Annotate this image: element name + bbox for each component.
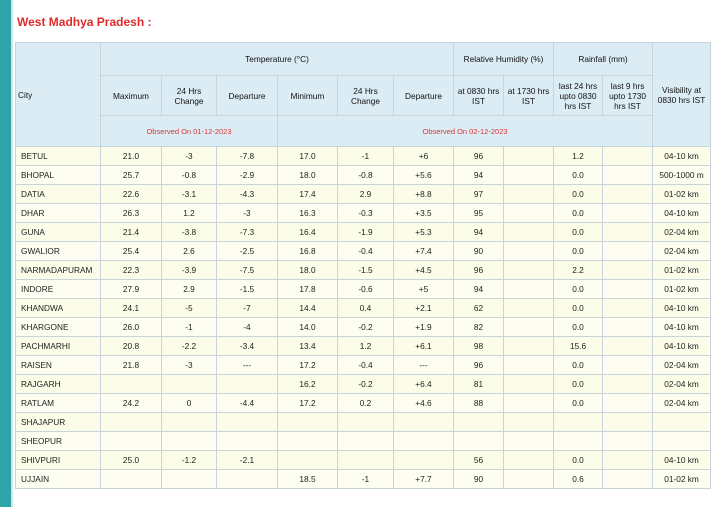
cell-maximum: 24.1 [101,299,162,318]
cell-minimum: 16.4 [278,223,338,242]
cell-visibility: 02-04 km [653,394,711,413]
cell-min-change: 1.2 [338,337,394,356]
cell-rh-1730 [504,413,554,432]
cell-rh-1730 [504,356,554,375]
cell-rain-9hrs [603,337,653,356]
cell-min-departure: --- [394,356,454,375]
cell-city: BHOPAL [16,166,101,185]
cell-max-departure: -7 [217,299,278,318]
cell-visibility: 01-02 km [653,470,711,489]
cell-rh-1730 [504,394,554,413]
cell-minimum: 16.8 [278,242,338,261]
cell-rain-24hrs: 0.0 [554,451,603,470]
cell-rain-9hrs [603,394,653,413]
cell-min-departure: +5.3 [394,223,454,242]
table-row [16,470,711,489]
cell-rh-0830 [454,413,504,432]
table-row [16,375,711,394]
cell-minimum: 18.5 [278,470,338,489]
cell-city: KHARGONE [16,318,101,337]
cell-max-departure: -3 [217,204,278,223]
cell-maximum: 21.8 [101,356,162,375]
cell-rh-1730 [504,261,554,280]
cell-minimum [278,413,338,432]
cell-maximum: 25.7 [101,166,162,185]
cell-maximum: 27.9 [101,280,162,299]
observed-date-max: Observed On 01-12-2023 [101,116,278,147]
cell-rh-0830: 94 [454,280,504,299]
cell-visibility: 04-10 km [653,204,711,223]
cell-rain-9hrs [603,356,653,375]
cell-min-departure: +2.1 [394,299,454,318]
table-row [16,242,711,261]
cell-maximum [101,413,162,432]
cell-visibility: 04-10 km [653,337,711,356]
cell-rain-9hrs [603,432,653,451]
cell-city: GUNA [16,223,101,242]
table-row [16,299,711,318]
cell-min-departure: +5 [394,280,454,299]
cell-rh-1730 [504,337,554,356]
cell-rh-0830: 62 [454,299,504,318]
cell-rain-9hrs [603,451,653,470]
cell-rh-1730 [504,166,554,185]
cell-rain-9hrs [603,318,653,337]
region-title: West Madhya Pradesh : [17,15,152,29]
cell-max-departure: -4.4 [217,394,278,413]
cell-rain-24hrs: 0.0 [554,318,603,337]
weather-table [15,42,711,489]
cell-min-departure [394,451,454,470]
header-temperature: Temperature (°C) [101,43,454,76]
cell-rh-0830: 56 [454,451,504,470]
cell-rh-1730 [504,299,554,318]
cell-max-departure: -4.3 [217,185,278,204]
cell-maximum: 25.4 [101,242,162,261]
cell-city: SHEOPUR [16,432,101,451]
cell-max-change: -3 [162,147,217,166]
cell-min-departure: +3.5 [394,204,454,223]
cell-city: RATLAM [16,394,101,413]
cell-visibility: 04-10 km [653,147,711,166]
cell-maximum: 24.2 [101,394,162,413]
cell-visibility: 04-10 km [653,318,711,337]
header-rain-24hrs: last 24 hrs upto 0830 hrs IST [554,76,603,116]
cell-max-departure: -7.3 [217,223,278,242]
cell-min-change: -0.4 [338,242,394,261]
cell-rh-0830: 88 [454,394,504,413]
cell-rain-9hrs [603,375,653,394]
cell-min-change [338,413,394,432]
cell-maximum: 20.8 [101,337,162,356]
cell-rain-24hrs [554,413,603,432]
cell-max-change [162,470,217,489]
cell-visibility: 02-04 km [653,356,711,375]
cell-maximum [101,432,162,451]
header-city: City [16,43,101,147]
cell-min-change: 0.4 [338,299,394,318]
cell-city: GWALIOR [16,242,101,261]
cell-max-change [162,413,217,432]
cell-max-change: -2.2 [162,337,217,356]
cell-rh-0830: 96 [454,261,504,280]
cell-max-change: 2.9 [162,280,217,299]
cell-min-departure: +1.9 [394,318,454,337]
cell-rh-0830: 94 [454,166,504,185]
cell-city: DATIA [16,185,101,204]
cell-max-departure: -2.5 [217,242,278,261]
cell-rain-9hrs [603,261,653,280]
cell-city: UJJAIN [16,470,101,489]
cell-max-departure: --- [217,356,278,375]
cell-min-departure: +8.8 [394,185,454,204]
cell-min-change: 2.9 [338,185,394,204]
cell-maximum: 26.0 [101,318,162,337]
cell-max-departure [217,413,278,432]
cell-rain-24hrs: 0.0 [554,375,603,394]
cell-max-change: -3.9 [162,261,217,280]
table-row [16,147,711,166]
cell-max-change: -3.8 [162,223,217,242]
cell-min-change: -0.4 [338,356,394,375]
cell-minimum [278,451,338,470]
table-row [16,204,711,223]
cell-rain-9hrs [603,470,653,489]
cell-max-departure: -1.5 [217,280,278,299]
observed-date-min: Observed On 02-12-2023 [278,116,653,147]
cell-rain-24hrs: 0.6 [554,470,603,489]
cell-min-change: -1 [338,470,394,489]
cell-rain-24hrs: 15.6 [554,337,603,356]
cell-max-departure: -4 [217,318,278,337]
cell-rh-0830: 81 [454,375,504,394]
cell-max-change: 0 [162,394,217,413]
cell-max-departure [217,432,278,451]
cell-rh-1730 [504,147,554,166]
cell-max-change: -3.1 [162,185,217,204]
cell-visibility: 01-02 km [653,280,711,299]
cell-minimum: 18.0 [278,166,338,185]
header-visibility: Visibility at 0830 hrs IST [653,43,711,147]
cell-visibility [653,432,711,451]
cell-rain-9hrs [603,280,653,299]
cell-maximum [101,470,162,489]
cell-min-departure: +6.4 [394,375,454,394]
cell-minimum: 17.8 [278,280,338,299]
header-max-departure: Departure [217,76,278,116]
table-row [16,451,711,470]
table-row [16,280,711,299]
cell-min-departure: +7.7 [394,470,454,489]
cell-rain-24hrs: 0.0 [554,299,603,318]
header-min-change: 24 Hrs Change [338,76,394,116]
cell-max-change: -1.2 [162,451,217,470]
cell-max-departure: -7.8 [217,147,278,166]
header-min-departure: Departure [394,76,454,116]
cell-rain-24hrs: 0.0 [554,356,603,375]
cell-rh-1730 [504,185,554,204]
cell-min-departure [394,432,454,451]
table-row [16,223,711,242]
header-minimum: Minimum [278,76,338,116]
table-row [16,318,711,337]
cell-rh-0830: 96 [454,147,504,166]
cell-minimum: 18.0 [278,261,338,280]
cell-max-change: 1.2 [162,204,217,223]
cell-min-departure: +5.6 [394,166,454,185]
cell-rh-0830: 90 [454,242,504,261]
cell-city: INDORE [16,280,101,299]
cell-rh-1730 [504,280,554,299]
cell-city: SHAJAPUR [16,413,101,432]
cell-rain-9hrs [603,223,653,242]
cell-min-change: -1.5 [338,261,394,280]
cell-rh-1730 [504,204,554,223]
header-rainfall: Rainfall (mm) [554,43,653,76]
cell-maximum: 22.3 [101,261,162,280]
cell-rain-9hrs [603,166,653,185]
cell-min-departure [394,413,454,432]
table-row [16,356,711,375]
table-row [16,166,711,185]
cell-rain-24hrs [554,432,603,451]
cell-rain-9hrs [603,204,653,223]
cell-rh-0830: 94 [454,223,504,242]
cell-minimum: 17.2 [278,394,338,413]
cell-rh-1730 [504,432,554,451]
cell-rh-1730 [504,470,554,489]
header-max-change: 24 Hrs Change [162,76,217,116]
header-humidity: Relative Humidity (%) [454,43,554,76]
cell-max-change [162,432,217,451]
cell-maximum [101,375,162,394]
cell-min-departure: +6 [394,147,454,166]
cell-city: DHAR [16,204,101,223]
cell-maximum: 26.3 [101,204,162,223]
cell-min-change: -0.6 [338,280,394,299]
header-maximum: Maximum [101,76,162,116]
cell-rh-0830 [454,432,504,451]
cell-rain-24hrs: 2.2 [554,261,603,280]
cell-min-change: -0.8 [338,166,394,185]
cell-rain-24hrs: 0.0 [554,204,603,223]
cell-max-change: -3 [162,356,217,375]
cell-rain-24hrs: 1.2 [554,147,603,166]
cell-minimum: 17.0 [278,147,338,166]
table-row [16,185,711,204]
cell-visibility: 02-04 km [653,375,711,394]
cell-max-departure: -3.4 [217,337,278,356]
cell-visibility: 04-10 km [653,451,711,470]
cell-max-change: -0.8 [162,166,217,185]
table-row [16,261,711,280]
cell-min-departure: +7.4 [394,242,454,261]
cell-city: KHANDWA [16,299,101,318]
cell-min-change: -0.3 [338,204,394,223]
cell-max-change: -1 [162,318,217,337]
cell-rh-1730 [504,318,554,337]
header-rh-0830: at 0830 hrs IST [454,76,504,116]
cell-maximum: 22.6 [101,185,162,204]
cell-visibility: 02-04 km [653,242,711,261]
cell-city: BETUL [16,147,101,166]
cell-rain-9hrs [603,147,653,166]
cell-min-departure: +4.5 [394,261,454,280]
cell-min-change: -1 [338,147,394,166]
table-row [16,432,711,451]
cell-max-change: 2.6 [162,242,217,261]
cell-rain-9hrs [603,242,653,261]
cell-maximum: 21.4 [101,223,162,242]
cell-max-departure [217,470,278,489]
cell-rain-9hrs [603,413,653,432]
cell-min-change: -0.2 [338,375,394,394]
left-accent-highlight [11,0,13,507]
cell-rain-9hrs [603,185,653,204]
cell-rain-24hrs: 0.0 [554,223,603,242]
cell-rh-0830: 97 [454,185,504,204]
cell-max-departure: -2.1 [217,451,278,470]
cell-rain-24hrs: 0.0 [554,242,603,261]
cell-minimum: 17.4 [278,185,338,204]
cell-rain-24hrs: 0.0 [554,394,603,413]
cell-max-departure [217,375,278,394]
cell-rh-1730 [504,451,554,470]
cell-city: SHIVPURI [16,451,101,470]
cell-max-change [162,375,217,394]
cell-rain-24hrs: 0.0 [554,280,603,299]
cell-visibility: 01-02 km [653,185,711,204]
table-row [16,337,711,356]
cell-city: NARMADAPURAM [16,261,101,280]
cell-min-change: 0.2 [338,394,394,413]
table-row [16,394,711,413]
cell-visibility: 01-02 km [653,261,711,280]
cell-minimum: 14.0 [278,318,338,337]
cell-city: RAISEN [16,356,101,375]
header-rh-1730: at 1730 hrs IST [504,76,554,116]
cell-minimum: 16.3 [278,204,338,223]
cell-rh-0830: 96 [454,356,504,375]
cell-maximum: 21.0 [101,147,162,166]
cell-minimum: 14.4 [278,299,338,318]
cell-min-change: -1.9 [338,223,394,242]
cell-minimum: 16.2 [278,375,338,394]
cell-max-departure: -2.9 [217,166,278,185]
cell-min-change [338,432,394,451]
header-rain-9hrs: last 9 hrs upto 1730 hrs IST [603,76,653,116]
cell-city: PACHMARHI [16,337,101,356]
table-body [16,147,711,489]
cell-visibility: 04-10 km [653,299,711,318]
cell-min-departure: +6.1 [394,337,454,356]
cell-visibility [653,413,711,432]
cell-rain-9hrs [603,299,653,318]
cell-rh-1730 [504,242,554,261]
cell-rh-0830: 98 [454,337,504,356]
cell-min-change [338,451,394,470]
left-accent-strip [0,0,11,507]
cell-rh-0830: 90 [454,470,504,489]
table-row [16,413,711,432]
cell-max-change: -5 [162,299,217,318]
cell-min-departure: +4.6 [394,394,454,413]
cell-maximum: 25.0 [101,451,162,470]
cell-city: RAJGARH [16,375,101,394]
cell-rh-0830: 82 [454,318,504,337]
cell-rh-1730 [504,375,554,394]
cell-visibility: 02-04 km [653,223,711,242]
cell-visibility: 500-1000 m [653,166,711,185]
cell-min-change: -0.2 [338,318,394,337]
cell-minimum: 17.2 [278,356,338,375]
cell-rain-24hrs: 0.0 [554,185,603,204]
cell-max-departure: -7.5 [217,261,278,280]
cell-minimum [278,432,338,451]
cell-rain-24hrs: 0.0 [554,166,603,185]
cell-rh-0830: 95 [454,204,504,223]
cell-minimum: 13.4 [278,337,338,356]
cell-rh-1730 [504,223,554,242]
